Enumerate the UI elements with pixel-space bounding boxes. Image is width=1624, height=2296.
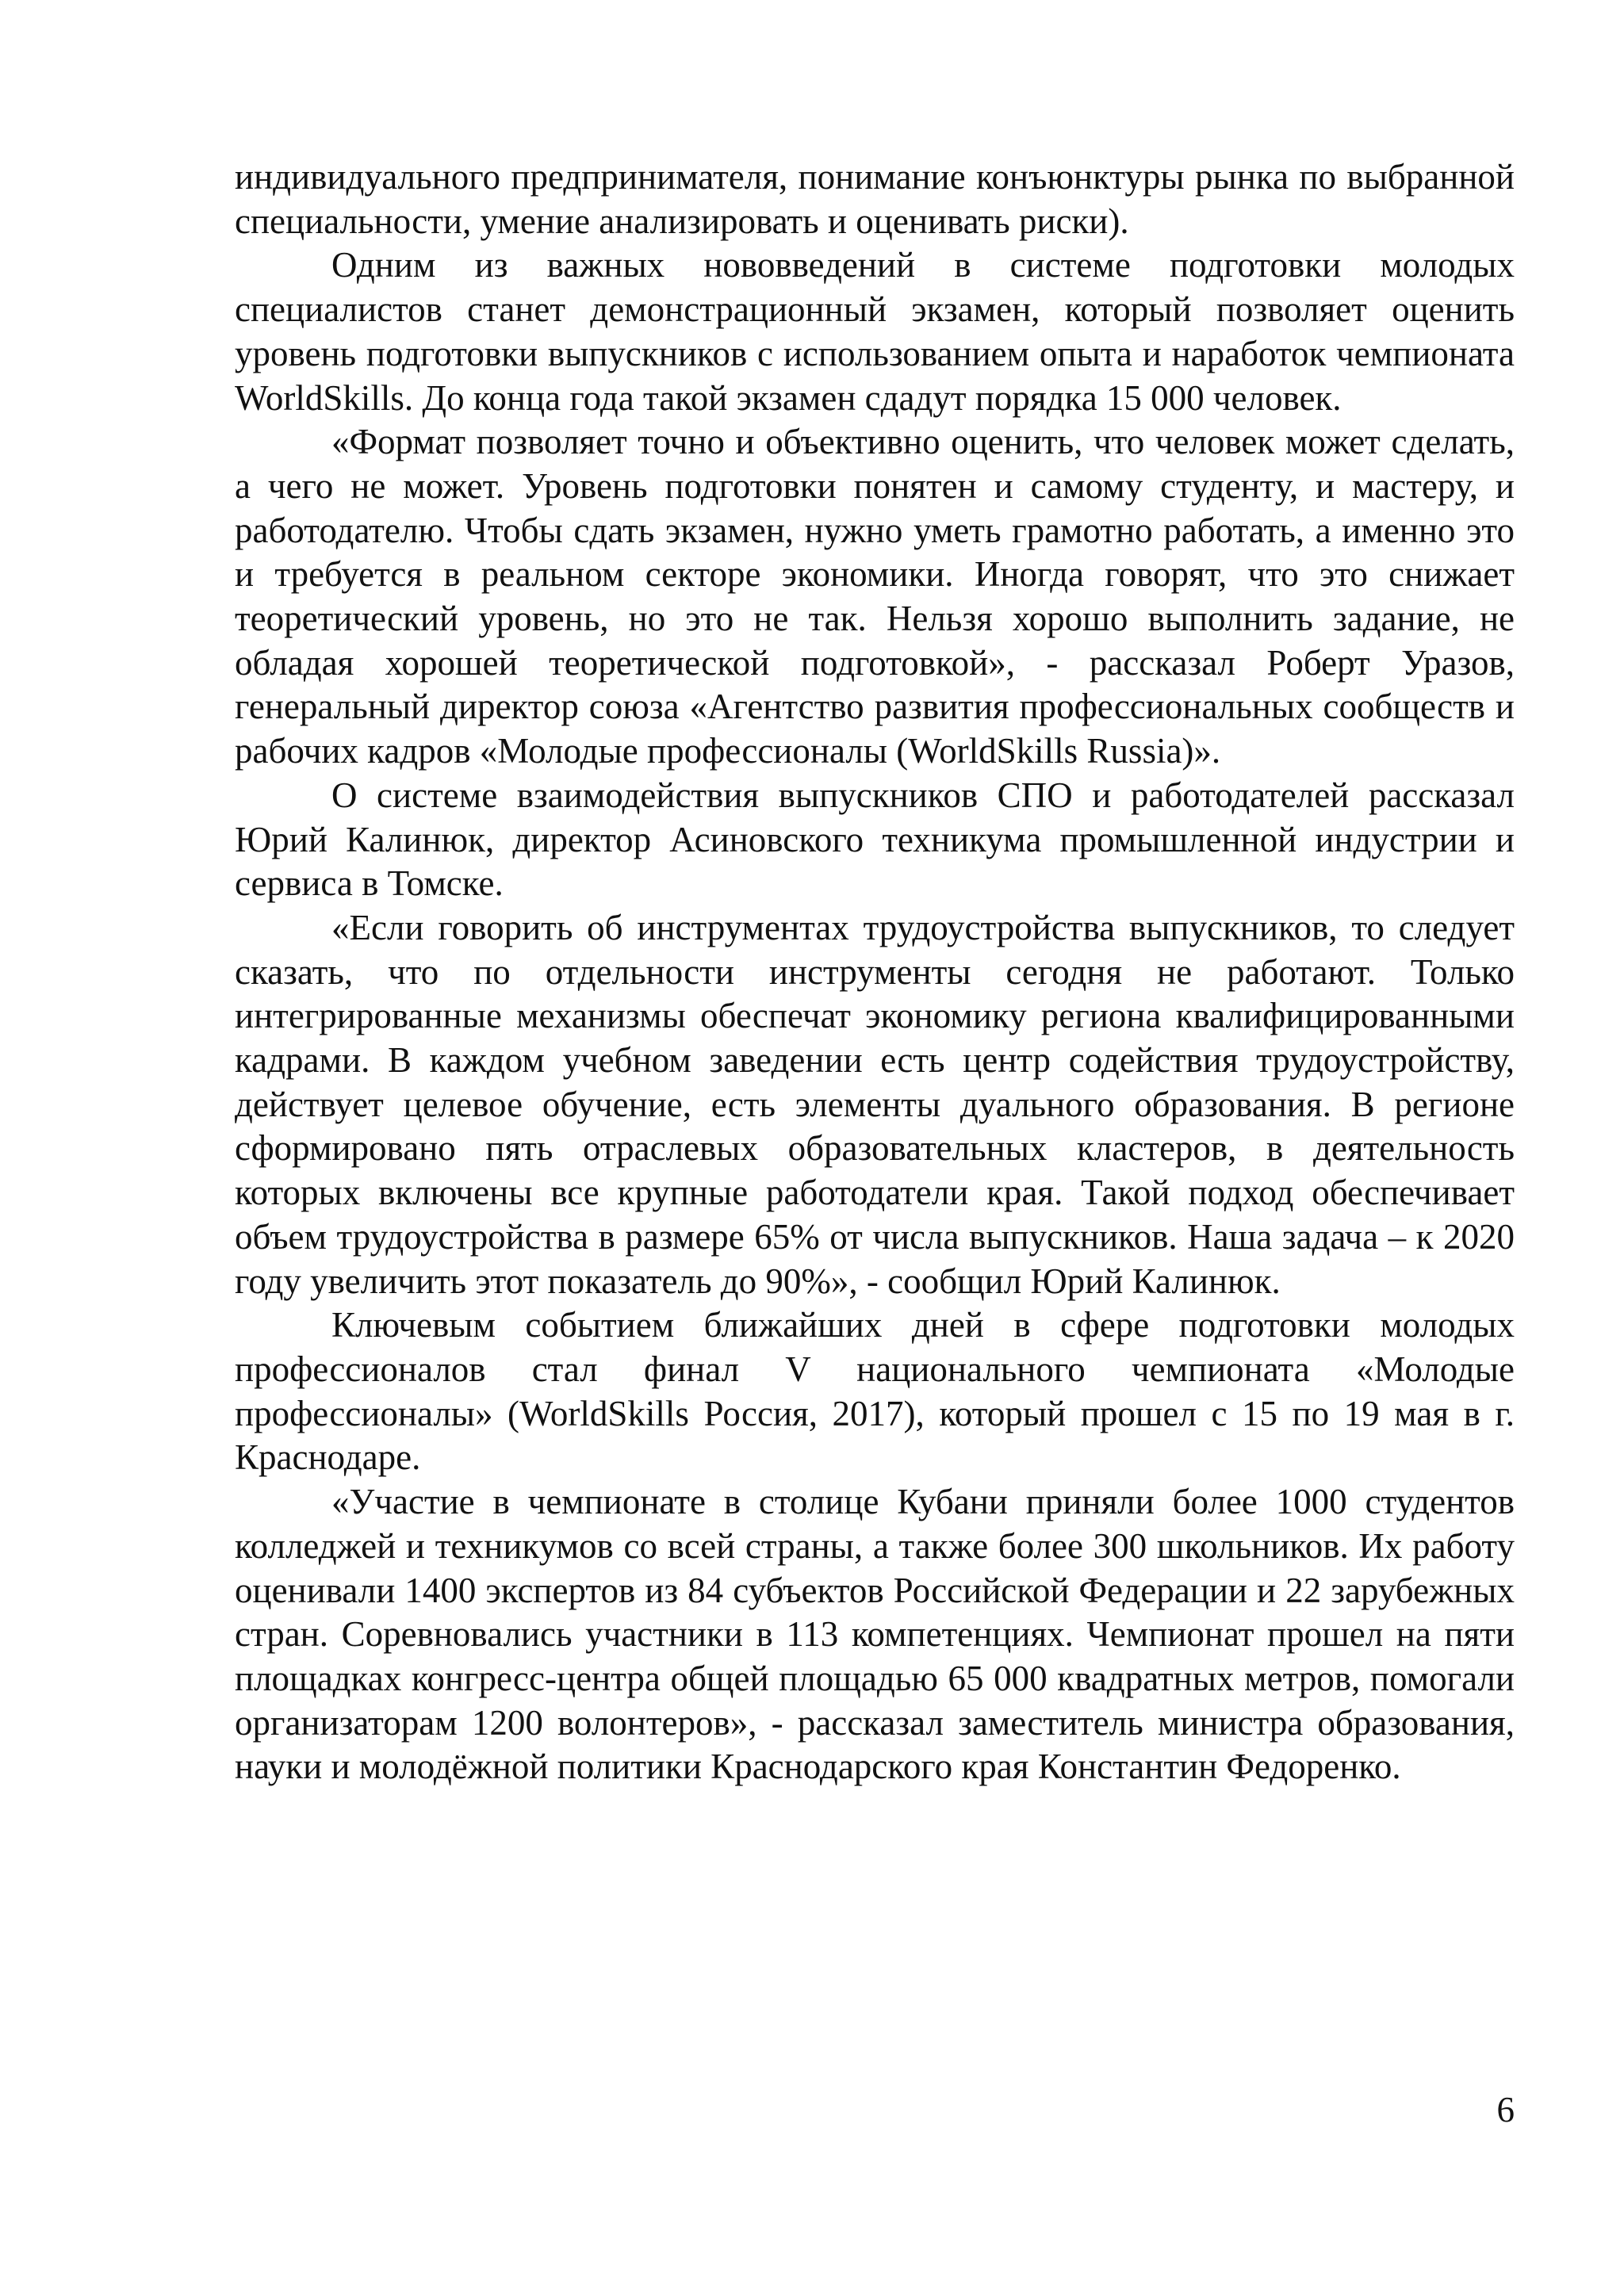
paragraph-kalinyuk-quote: «Если говорить об инструментах трудоустройства выпускников, то следует сказать, что по отдельности инструменты сегодня не работают. Только интегрированные механизмы обеспечат экономику региона квалифицированными кадрами. В каждом учебном заведении есть центр содействия трудоустройству, действует целевое обучение, есть элементы дуального образования. В регионе сформировано пять отраслевых образовательных кластеров, в деятельность которых включены все крупные работодатели края. Такой подход обеспечивает объем трудоустройства в размере 65% от числа выпускников. Наша задача – к 2020 году увеличить этот показатель до 90%», - сообщил Юрий Калинюк. (235, 907, 1515, 1301)
page-number: 6 (1496, 2090, 1515, 2130)
paragraph-fedorenko-quote: «Участие в чемпионате в столице Кубани приняли более 1000 студентов колледжей и техникумов со всей страны, а также более 300 школьников. Их работу оценивали 1400 экспертов из 84 субъектов Российской Федерации и 22 зарубежных стран. Соревновались участники в 113 компетенциях. Чемпионат прошел на пяти площадках конгресс-центра общей площадью 65 000 квадратных метров, помогали организаторам 1200 волонтеров», - рассказал заместитель министра образования, науки и молодёжной политики Краснодарского края Константин Федоренко. (235, 1482, 1515, 1787)
paragraph-championship-final: Ключевым событием ближайших дней в сфере подготовки молодых профессионалов стал финал V национального чемпионата «Молодые профессионалы» (WorldSkills Россия, 2017), который прошел с 15 по 19 мая в г. Краснодаре. (235, 1305, 1515, 1478)
body-text (235, 155, 1515, 1789)
paragraph-kalinyuk-intro: О системе взаимодействия выпускников СПО и работодателей рассказал Юрий Калинюк, директор Асиновского техникума промышленной индустрии и сервиса в Томске. (235, 775, 1515, 904)
paragraph-continuation: индивидуального предпринимателя, понимание конъюнктуры рынка по выбранной специальности, умение анализировать и оценивать риски). (235, 157, 1515, 241)
paragraph-urazov-quote: «Формат позволяет точно и объективно оценить, что человек может сделать, а чего не может. Уровень подготовки понятен и самому студенту, и мастеру, и работодателю. Чтобы сдать экзамен, нужно уметь грамотно работать, а именно это и требуется в реальном секторе экономики. Иногда говорят, что это снижает теоретический уровень, но это не так. Нельзя хорошо выполнить задание, не обладая хорошей теоретической подготовкой», - рассказал Роберт Уразов, генеральный директор союза «Агентство развития профессиональных сообществ и рабочих кадров «Молодые профессионалы (WorldSkills Russia)». (235, 422, 1515, 771)
paragraph-demo-exam: Одним из важных нововведений в системе подготовки молодых специалистов станет демонстрационный экзамен, который позволяет оценить уровень подготовки выпускников с использованием опыта и наработок чемпионата WorldSkills. До конца года такой экзамен сдадут порядка 15 000 человек. (235, 245, 1515, 418)
